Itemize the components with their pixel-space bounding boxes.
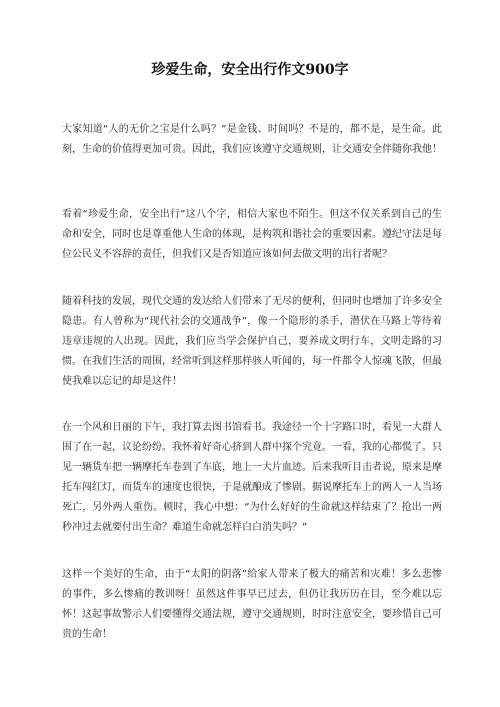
document-title: 珍爱生命，安全出行作文900字: [151, 62, 349, 78]
paragraph-4: 在一个风和日丽的下午，我打算去图书馆看书。我途径一个十字路口时，看见一大群人围了在一起，议论纷纷。我怀着好奇心挤到人群中探个究竟。一看，我的心都慌了。只见一辆货车把一辆摩托车卷到了车底，地上一大片血迹。后来我听目击者说，原来是摩托车闯红灯，而货车的速度也很快，于是就酿成了惨剧。据说摩托车上的两人一人当场死亡，另外两人重伤。顿时，我心中想：“为什么好好的生命就这样结束了？抢出一两秒冲过去就要付出生命？难道生命就怎样白白消失吗？”: [62, 422, 442, 533]
paragraph-2: 看着“珍爱生命，安全出行”这八个字，相信大家也不陌生。但这不仅关系到自己的生命和安全，同时也是尊重他人生命的体现，是构筑和谐社会的重要因素。遵纪守法是每位公民义不容辞的责任，但我们又是否知道应该如何去做文明的出行者呢？: [62, 209, 442, 260]
paragraph-5: 这样一个美好的生命，由于“太阳的阴落”给家人带来了极大的痛苦和灾难！多么悲惨的事件，多么惨痛的教训呀！虽然这件事早已过去，但仍让我历历在目，至今难以忘怀！这起事故警示人们要懂得交通法规，遵守交通规则，时时注意安全，要珍惜自己可贵的生命！: [62, 569, 442, 640]
paragraph-1: 大家知道“人的无价之宝是什么吗？”是金钱、时间吗？不是的，都不是，是生命。此刻，生命的价值得更加可贵。因此，我们应该遵守交通规则，让交通安全伴随你我他！: [62, 124, 442, 155]
paragraph-3: 随着科技的发展，现代交通的发达给人们带来了无尽的便利，但同时也增加了许多安全隐患。有人曾称为“现代社会的交通战争”，像一个隐形的杀手，潜伏在马路上等待着违章违规的人出现。因此，我们应当学会保护自己，要养成文明行车，文明走路的习惯。在我们生活的周围，经常听到这样那样骇人听闻的，每一件都令人惊魂飞散，但最使我难以忘记的却是这件！: [62, 296, 442, 387]
